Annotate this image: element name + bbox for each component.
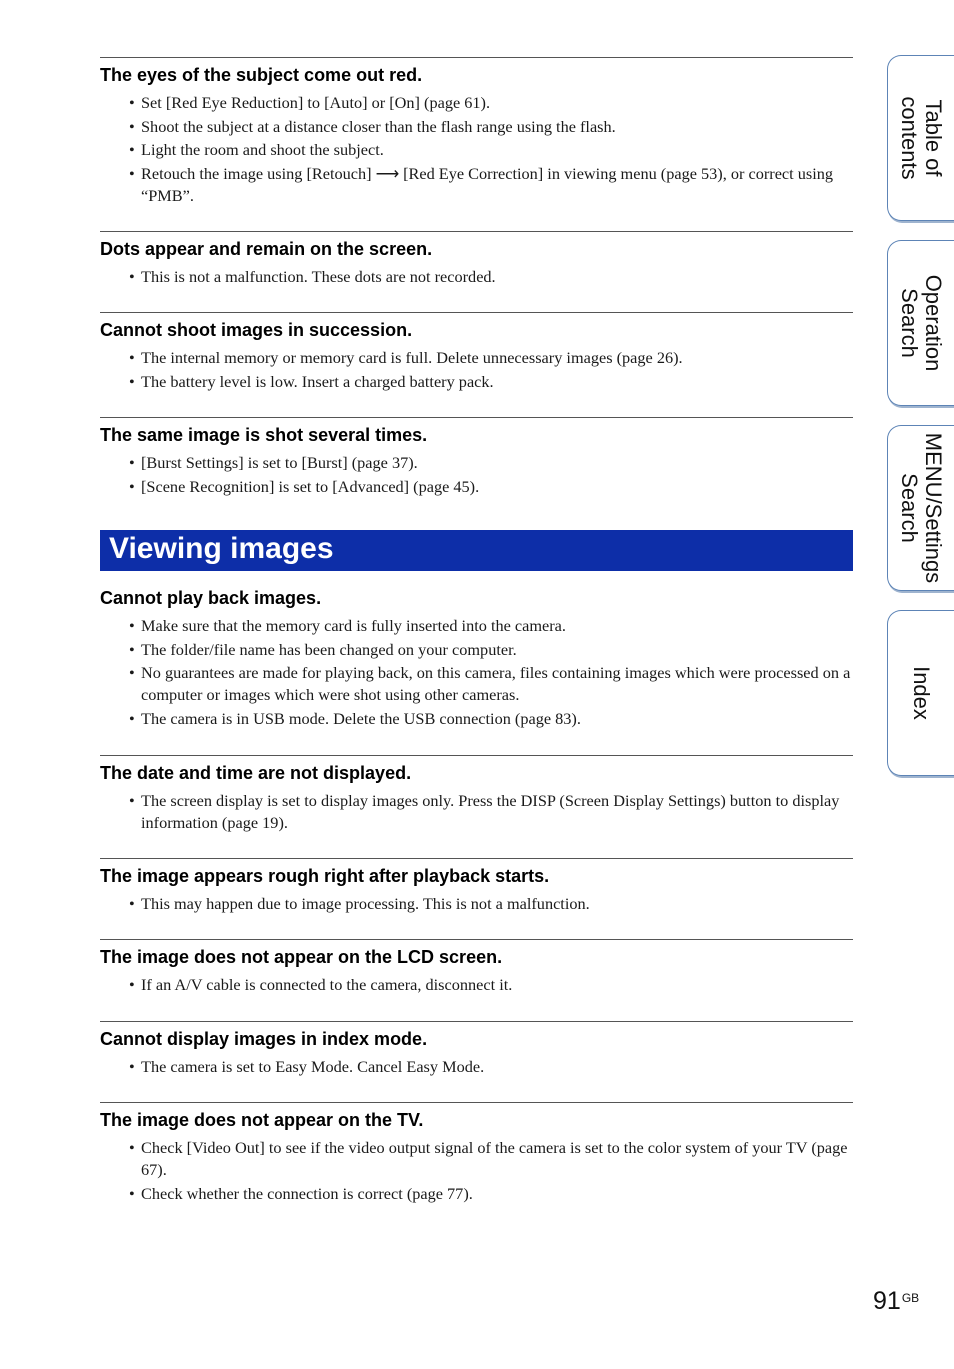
list-item: • The camera is set to Easy Mode. Cancel Easy Mode.	[100, 1056, 853, 1078]
section-tv	[100, 1102, 853, 1206]
tab-label-line2: contents	[897, 96, 922, 180]
list-item: • [Burst Settings] is set to [Burst] (page 37).	[100, 452, 853, 474]
list-item: • The battery level is low. Insert a charged battery pack.	[100, 371, 853, 393]
list-item: • Light the room and shoot the subject.	[100, 139, 853, 161]
tab-label-line2: Search	[897, 473, 922, 543]
bullet-list	[100, 893, 853, 915]
bullet-list	[100, 92, 853, 207]
list-item: • This is not a malfunction. These dots are not recorded.	[100, 266, 853, 288]
list-item: • Make sure that the memory card is fully inserted into the camera.	[100, 615, 853, 637]
section-heading: Cannot display images in index mode.	[100, 1029, 428, 1049]
list-item: • The internal memory or memory card is full. Delete unnecessary images (page 26).	[100, 347, 853, 369]
section-heading: Dots appear and remain on the screen.	[100, 239, 433, 259]
bullet-list	[100, 1137, 853, 1205]
bullet-list	[100, 452, 853, 498]
section-heading: The image does not appear on the LCD screen.	[100, 947, 503, 967]
tab-index[interactable]	[887, 610, 954, 776]
section-playback	[100, 581, 853, 731]
bullet-list	[100, 347, 853, 393]
section-heading: Cannot shoot images in succession.	[100, 320, 413, 340]
section-rough-image	[100, 858, 853, 917]
list-item: • The screen display is set to display images only. Press the DISP (Screen Display Settings) button to display information (page 19).	[100, 790, 853, 834]
list-item: • Set [Red Eye Reduction] to [Auto] or [On] (page 61).	[100, 92, 853, 114]
list-item: • If an A/V cable is connected to the camera, disconnect it.	[100, 974, 853, 996]
list-item: • Shoot the subject at a distance closer than the flash range using the flash.	[100, 116, 853, 138]
tab-label-line1: Index	[909, 666, 934, 720]
section-succession	[100, 312, 853, 394]
page-number	[873, 1287, 919, 1316]
section-heading: The date and time are not displayed.	[100, 763, 412, 783]
list-item: • [Scene Recognition] is set to [Advanced] (page 45).	[100, 476, 853, 498]
bullet-list	[100, 266, 853, 288]
list-item: • Check [Video Out] to see if the video output signal of the camera is set to the color system of your TV (page 67).	[100, 1137, 853, 1181]
bullet-list	[100, 974, 853, 996]
tab-label-line1: Operation	[921, 274, 946, 372]
section-date-time	[100, 755, 853, 836]
list-item: • The folder/file name has been changed on your computer.	[100, 639, 853, 661]
section-red-eyes	[100, 57, 853, 208]
tab-label-line1: Table of	[921, 99, 946, 177]
bullet-list	[100, 1056, 853, 1078]
tab-label-line1: MENU/Settings	[921, 432, 946, 584]
section-lcd	[100, 939, 853, 998]
bullet-list	[100, 790, 853, 834]
section-heading: The image does not appear on the TV.	[100, 1110, 424, 1130]
page-number-suffix: GB	[901, 1291, 920, 1305]
tab-table-of-contents[interactable]	[887, 55, 954, 221]
section-banner	[100, 530, 853, 571]
tab-menu-settings-search[interactable]	[887, 425, 954, 591]
section-heading: Cannot play back images.	[100, 588, 322, 608]
section-index-mode	[100, 1021, 853, 1080]
list-item: • This may happen due to image processing. This is not a malfunction.	[100, 893, 853, 915]
tab-label-line2: Search	[897, 288, 922, 358]
bullet-list	[100, 615, 853, 730]
list-item: • The camera is in USB mode. Delete the USB connection (page 83).	[100, 708, 853, 730]
section-heading: The eyes of the subject come out red.	[100, 65, 423, 85]
section-dots	[100, 231, 853, 290]
banner-title: Viewing images	[109, 532, 334, 565]
section-heading: The image appears rough right after playback starts.	[100, 866, 550, 886]
list-item: • Check whether the connection is correct (page 77).	[100, 1183, 853, 1205]
list-item: • No guarantees are made for playing back, on this camera, files containing images which were processed on a computer or images which were shot using other cameras.	[100, 662, 853, 706]
section-same-image	[100, 417, 853, 499]
page-number-value: 91	[873, 1287, 901, 1315]
tab-operation-search[interactable]	[887, 240, 954, 406]
section-heading: The same image is shot several times.	[100, 425, 428, 445]
list-item: • Retouch the image using [Retouch] ⟶ [Red Eye Correction] in viewing menu (page 53), or correct using “PMB”.	[100, 163, 853, 207]
